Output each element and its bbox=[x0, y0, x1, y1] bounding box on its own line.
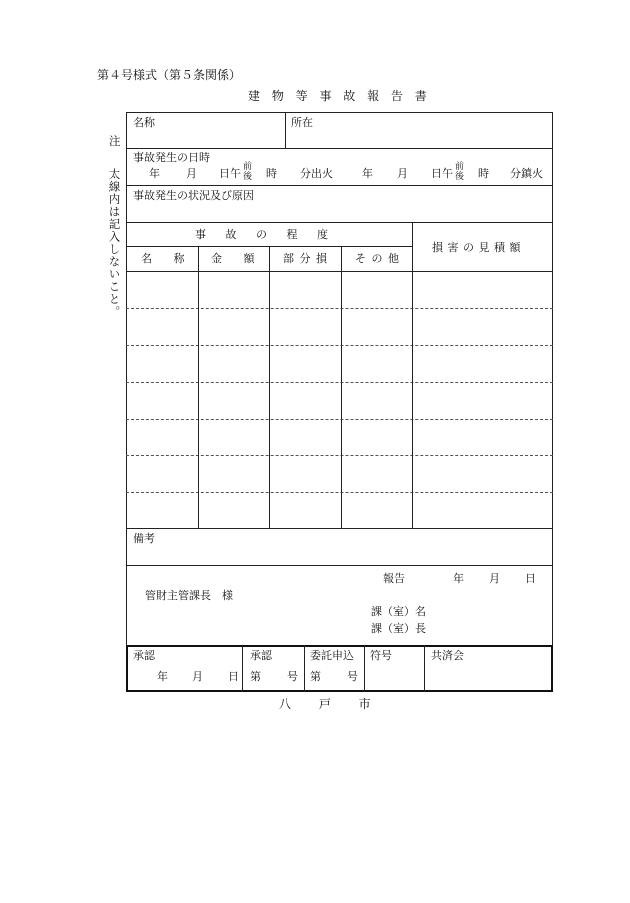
approval2-no-suffix: 号 bbox=[287, 670, 298, 683]
occ-am2: 前 bbox=[455, 162, 465, 172]
occurrence-label: 事故発生の日時 bbox=[133, 151, 210, 164]
col-header-name: 名 称 bbox=[141, 252, 185, 265]
occ-am: 前 bbox=[243, 162, 253, 172]
circumstances-label: 事故発生の状況及び原因 bbox=[133, 189, 254, 202]
col-header-other: そ の 他 bbox=[355, 252, 399, 265]
occ-minute-out: 分出火 bbox=[300, 167, 333, 180]
city-footer: 八 戸 市 bbox=[279, 697, 371, 711]
occ-month: 月 bbox=[186, 167, 197, 180]
code-label: 符号 bbox=[370, 649, 392, 662]
report-day: 日 bbox=[525, 572, 536, 585]
dept-name-label: 課（室）名 bbox=[371, 605, 426, 618]
approval1-label: 承認 bbox=[133, 649, 155, 662]
commission-no-suffix: 号 bbox=[347, 670, 358, 683]
commission-label: 委託申込 bbox=[310, 649, 354, 662]
report-year: 年 bbox=[453, 572, 464, 585]
occ-ampm-stack2 bbox=[455, 162, 464, 182]
remarks-label: 備考 bbox=[133, 532, 155, 545]
form-number: 第４号様式（第５条関係） bbox=[97, 68, 242, 82]
side-note-text: 太線内は記入しないこと。 bbox=[107, 168, 122, 318]
name-label: 名称 bbox=[133, 116, 155, 129]
col-header-amount: 金 額 bbox=[211, 252, 255, 265]
dept-head-label: 課（室）長 bbox=[371, 622, 426, 635]
occ-pm2: 後 bbox=[455, 172, 465, 182]
commission-no-prefix: 第 bbox=[310, 670, 321, 683]
occ-hour: 時 bbox=[266, 167, 277, 180]
approval1-month: 月 bbox=[192, 670, 203, 683]
occ-pm: 後 bbox=[243, 172, 253, 182]
approval2-label: 承認 bbox=[250, 649, 272, 662]
occ-ampm-stack bbox=[243, 162, 252, 182]
mutual-aid-label: 共済会 bbox=[431, 649, 464, 662]
damage-group-header: 事 故 の 程 度 bbox=[195, 228, 328, 241]
col-header-partial: 部 分 損 bbox=[283, 252, 327, 265]
approval2-no-prefix: 第 bbox=[250, 670, 261, 683]
damage-estimate-header: 損 害 の 見 積 額 bbox=[432, 241, 521, 254]
occ-year2: 年 bbox=[362, 167, 373, 180]
occ-day: 日 bbox=[219, 167, 230, 180]
occ-day2: 日 bbox=[431, 167, 442, 180]
occ-ampm-prefix2: 午 bbox=[442, 167, 453, 180]
page-title: 建 物 等 事 故 報 告 書 bbox=[248, 89, 427, 103]
approval1-year: 年 bbox=[157, 670, 168, 683]
occ-hour2: 時 bbox=[478, 167, 489, 180]
report-month: 月 bbox=[489, 572, 500, 585]
approval1-day: 日 bbox=[228, 670, 239, 683]
side-note-mark: 注 bbox=[109, 134, 121, 148]
occ-minute-ext: 分鎮火 bbox=[510, 167, 543, 180]
location-label: 所在 bbox=[291, 116, 313, 129]
occ-month2: 月 bbox=[397, 167, 408, 180]
addressee: 管財主管課長 様 bbox=[145, 589, 233, 602]
report-label: 報告 bbox=[383, 572, 405, 585]
occ-ampm-prefix: 午 bbox=[230, 167, 241, 180]
occ-year: 年 bbox=[149, 167, 160, 180]
